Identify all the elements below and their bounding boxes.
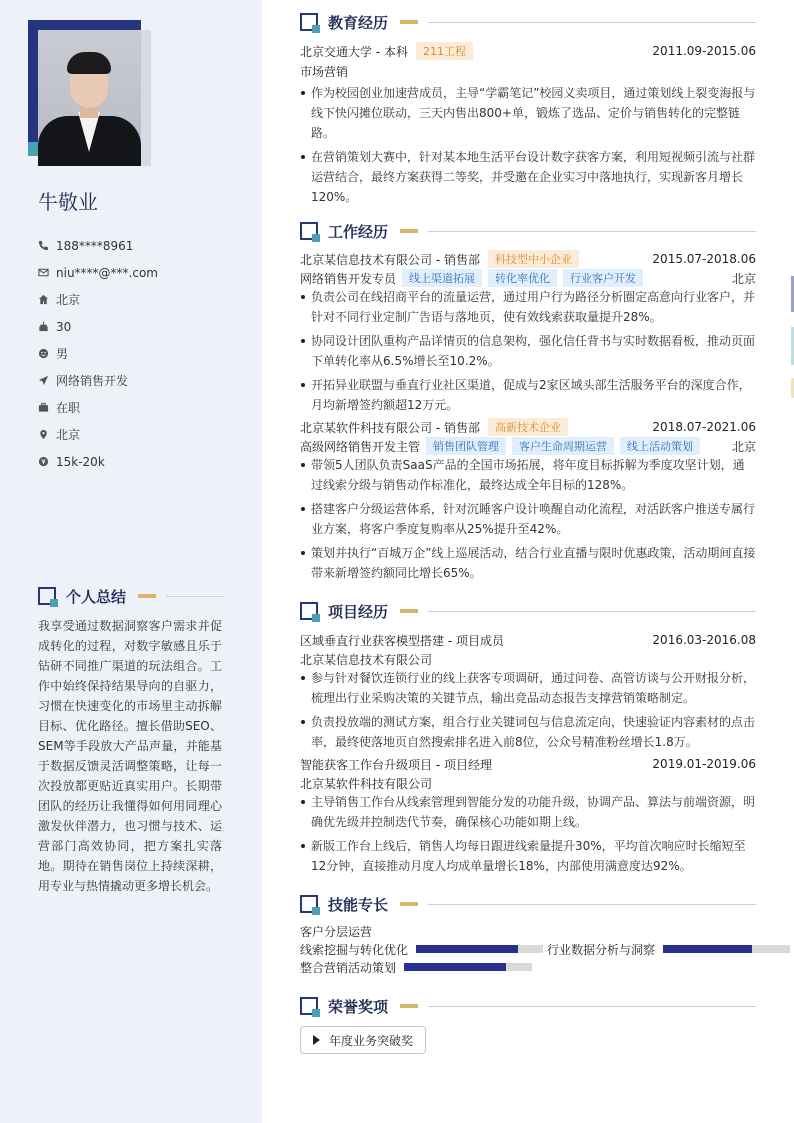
work-title: 工作经历: [328, 222, 389, 241]
gold-accent: [400, 609, 418, 613]
info-hometown: [38, 286, 248, 313]
skill-bar: [416, 945, 543, 953]
project-date: 2019.01-2019.06: [652, 757, 756, 771]
project-company: 北京某信息技术有限公司: [300, 652, 433, 667]
sidebar: [0, 0, 262, 1123]
education-entry: [300, 41, 756, 207]
job-role: 网络销售开发专员: [300, 271, 397, 286]
job-date: 2018.07-2021.06: [652, 420, 756, 434]
project-date: 2016.03-2016.08: [652, 633, 756, 647]
company-name: 北京某信息技术有限公司 - 销售部: [300, 252, 480, 267]
mail-icon: [38, 267, 56, 278]
skill-name: 线索挖掘与转化优化: [300, 942, 409, 957]
school-name: 北京交通大学 - 本科: [300, 44, 408, 59]
education-date: 2011.09-2015.06: [652, 44, 756, 58]
section-square-icon: [300, 997, 318, 1015]
gender-icon: [38, 348, 56, 359]
work-bullet: 负责公司在线招商平台的流量运营，通过用户行为路径分析圈定高意向行业客户，并针对不同行业定制广告语与落地页，使有效线索获取量提升28%。: [300, 287, 756, 327]
work-entry: [300, 249, 756, 415]
header-divider: [428, 904, 756, 905]
role-tag: 线上活动策划: [620, 437, 700, 455]
section-square-icon: [300, 13, 318, 31]
skill-bar: [663, 945, 790, 953]
salary-icon: [38, 456, 56, 467]
header-divider: [428, 1006, 756, 1007]
role-tag: 转化率优化: [488, 269, 557, 287]
gold-accent: [138, 594, 156, 598]
gold-accent: [400, 229, 418, 233]
status-text: 在职: [56, 401, 81, 415]
gold-accent: [400, 902, 418, 906]
company-tag: 高新技术企业: [488, 418, 568, 436]
major-row: [300, 61, 756, 81]
skill-header: [300, 922, 790, 940]
section-square-icon: [300, 222, 318, 240]
info-status: [38, 394, 248, 421]
company-name: 北京某软件科技有限公司 - 销售部: [300, 420, 480, 435]
project-entry: [300, 754, 756, 876]
header-divider: [428, 231, 756, 232]
skill-row: [300, 958, 790, 976]
skills-title: 技能专长: [328, 895, 389, 914]
gold-accent: [400, 1004, 418, 1008]
info-email: [38, 259, 248, 286]
skills-section-header: [300, 894, 756, 914]
profile-photo: [38, 30, 141, 166]
candidate-name: 牛敬业: [38, 190, 98, 214]
section-square-icon: [300, 895, 318, 913]
project-name: 智能获客工作台升级项目 - 项目经理: [300, 757, 492, 772]
send-icon: [38, 375, 56, 386]
role-tag: 行业客户开发: [563, 269, 643, 287]
job-city: 北京: [731, 271, 756, 286]
projects-section-header: [300, 601, 756, 621]
work-bullet: 策划并执行“百城万企”线上巡展活动，结合行业直播与限时优惠政策，活动期间直接带来新增签约额同比增长65%。: [300, 543, 756, 583]
skill-bar-fill: [416, 945, 518, 953]
awards-title: 荣誉奖项: [328, 997, 389, 1016]
company-tag: 科技型中小企业: [488, 250, 579, 268]
play-triangle-icon: [313, 1035, 320, 1045]
work-bullet: 协同设计团队重构产品详情页的信息架构，强化信任背书与实时数据看板，推动页面下单转化率从6.5%增长至10.2%。: [300, 331, 756, 371]
skill-bar-fill: [404, 963, 506, 971]
work-bullet: 搭建客户分级运营体系，针对沉睡客户设计唤醒自动化流程，对活跃客户推送专属行业方案，将客户季度复购率从25%提升至42%。: [300, 499, 756, 539]
project-bullet: 主导销售工作台从线索管理到智能分发的功能升级，协调产品、算法与前端资源，明确优先级并控制迭代节奏，确保核心功能如期上线。: [300, 792, 756, 832]
work-entry: [300, 417, 756, 583]
email-text: niu****@***.com: [56, 265, 158, 280]
salary-text: 15k-20k: [56, 454, 105, 469]
projects-title: 项目经历: [328, 602, 389, 621]
project-bullet: 参与针对餐饮连锁行业的线上获客专项调研，通过问卷、高管访谈与公开财报分析，梳理出行业采购决策的关键节点，输出竞品动态报告支撑营销策略制定。: [300, 668, 756, 708]
project-entry: [300, 630, 756, 752]
location-pin-icon: [38, 429, 56, 440]
home-icon: [38, 294, 56, 305]
info-salary: [38, 448, 248, 475]
info-phone: [38, 232, 248, 259]
skill-name: 行业数据分析与洞察: [547, 942, 656, 957]
role-tag: 客户生命周期运营: [512, 437, 614, 455]
phone-icon: [38, 240, 56, 251]
work-bullet: 开拓异业联盟与垂直行业社区渠道，促成与2家区域头部生活服务平台的深度合作，月均新增签约额超12万元。: [300, 375, 756, 415]
city-text: 北京: [56, 428, 81, 442]
header-divider: [428, 611, 756, 612]
age-text: 30: [56, 319, 72, 334]
job-intention-text: 网络销售开发: [56, 374, 129, 388]
school-tag: 211工程: [416, 42, 473, 60]
summary-text: 我享受通过数据洞察客户需求并促成转化的过程，对数字敏感且乐于钻研不同推广渠道的玩法组合。工作中始终保持结果导向的自驱力，习惯在快速变化的市场里主动拆解目标、优化路径。擅长借助SEO、SEM等手段放大产品声量，并能基于数据反馈灵活调整策略，让每一次投放都更贴近真实用户。长期带团队的经历让我懂得如何用同理心激发伙伴潜力，也习惯与技术、运营部门高效协同，把方案扎实落地。期待在销售岗位上持续深耕，用专业与热情撬动更多增长机会。: [38, 619, 222, 893]
section-square-icon: [300, 602, 318, 620]
project-name: 区域垂直行业获客模型搭建 - 项目成员: [300, 633, 504, 648]
info-gender: [38, 340, 248, 367]
hometown-text: 北京: [56, 293, 81, 307]
gender-text: 男: [56, 347, 69, 361]
education-section-header: [300, 12, 756, 32]
header-divider: [428, 22, 756, 23]
award-chip[interactable]: [300, 1026, 426, 1054]
skill-name: 整合营销活动策划: [300, 960, 397, 975]
section-square-icon: [38, 587, 56, 605]
briefcase-icon: [38, 402, 56, 413]
education-bullet: 作为校园创业加速营成员，主导“学霸笔记”校园义卖项目，通过策划线上裂变海报与线下快闪摊位联动，三天内售出800+单，锻炼了选品、定价与销售转化的完整链路。: [300, 83, 756, 143]
gold-accent: [400, 20, 418, 24]
job-role: 高级网络销售开发主管: [300, 439, 421, 454]
role-tag: 线上渠道拓展: [402, 269, 482, 287]
education-bullet: 在营销策划大赛中，针对某本地生活平台设计数字获客方案，利用短视频引流与社群运营结合，最终方案获得二等奖，并受邀在企业实习中落地执行，实现新客月增长120%。: [300, 147, 756, 207]
education-title: 教育经历: [328, 13, 389, 32]
job-city: 北京: [731, 439, 756, 454]
skill-header-text: 客户分层运营: [300, 924, 373, 939]
major-name: 市场营销: [300, 64, 349, 79]
info-job-intention: [38, 367, 248, 394]
work-bullet: 带领5人团队负责SaaS产品的全国市场拓展，将年度目标拆解为季度攻坚计划，通过线索分级与销售动作标准化，最终达成全年目标的128%。: [300, 455, 756, 495]
cake-icon: [38, 321, 56, 332]
summary-title: 个人总结: [66, 587, 127, 606]
header-divider: [166, 596, 224, 597]
project-bullet: 新版工作台上线后，销售人均每日跟进线索量提升30%，平均首次响应时长缩短至12分钟，直接推动月度人均成单量增长18%，内部使用满意度达92%。: [300, 836, 756, 876]
awards-section-header: [300, 996, 756, 1016]
info-age: [38, 313, 248, 340]
summary-section-header: [38, 586, 224, 606]
skill-bar-fill: [663, 945, 752, 953]
role-tag: 销售团队管理: [426, 437, 506, 455]
info-city: [38, 421, 248, 448]
award-name: 年度业务突破奖: [329, 1033, 414, 1048]
job-date: 2015.07-2018.06: [652, 252, 756, 266]
work-section-header: [300, 221, 756, 241]
skills-list: [300, 922, 790, 976]
project-company: 北京某软件科技有限公司: [300, 776, 433, 791]
phone-text: 188****8961: [56, 238, 134, 253]
skill-bar: [404, 963, 532, 971]
project-bullet: 负责投放端的测试方案，组合行业关键词包与信息流定向，快速验证内容素材的点击率，最终使落地页自然搜索排名进入前8位，公众号精准粉丝增长1.8万。: [300, 712, 756, 752]
profile-photo-frame: [38, 30, 151, 166]
contact-info-list: [38, 232, 248, 475]
skill-row: [300, 940, 790, 958]
